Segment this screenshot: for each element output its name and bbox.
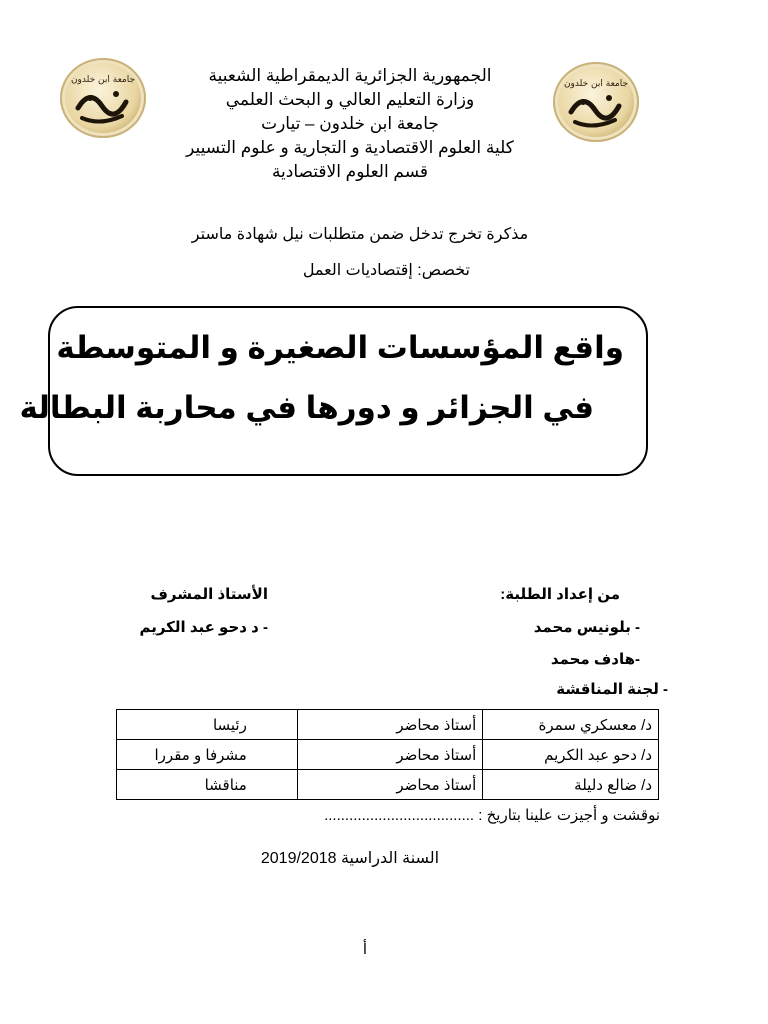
- table-row: [117, 770, 659, 800]
- member-name: د/ دحو عبد الكريم: [483, 740, 659, 770]
- supervisor-name: - د دحو عبد الكريم: [139, 619, 268, 636]
- logo-text-top: جامعة ابن خلدون: [563, 79, 629, 89]
- ministry-name: وزارة التعليم العالي و البحث العلمي: [225, 90, 475, 109]
- university-emblem-icon: [60, 58, 146, 138]
- member-name: د/ معسكري سمرة: [483, 710, 659, 740]
- member-role: مناقشا: [117, 770, 298, 800]
- thesis-title-line-2: في الجزائر و دورها في محاربة البطالة: [19, 390, 594, 425]
- supervisor-label: الأستاذ المشرف: [150, 586, 268, 603]
- member-rank: أستاذ محاضر: [297, 710, 482, 740]
- department-name: قسم العلوم الاقتصادية: [271, 162, 429, 181]
- member-rank: أستاذ محاضر: [297, 740, 482, 770]
- thesis-title-line-1: واقع المؤسسات الصغيرة و المتوسطة: [56, 330, 624, 365]
- specialization: تخصص: إقتصاديات العمل: [302, 262, 470, 279]
- discussion-date: نوقشت و أجيزت علينا بتاريخ : ....................................: [324, 807, 660, 824]
- member-role: مشرفا و مقررا: [117, 740, 298, 770]
- university-emblem-icon: [553, 62, 639, 142]
- university-name: جامعة ابن خلدون – تيارت: [261, 114, 439, 133]
- university-logo-left: [60, 58, 146, 138]
- student-name: -هادف محمد: [550, 651, 640, 668]
- committee-table: [116, 709, 659, 800]
- academic-year: السنة الدراسية 2019/2018: [260, 850, 440, 867]
- member-rank: أستاذ محاضر: [297, 770, 482, 800]
- country-name: الجمهورية الجزائرية الديمقراطية الشعبية: [208, 66, 492, 85]
- table-row: [117, 710, 659, 740]
- logo-text-top: جامعة ابن خلدون: [70, 75, 136, 85]
- institution-header: [150, 64, 550, 184]
- member-name: د/ ضالع دليلة: [483, 770, 659, 800]
- student-name: - بلونيس محمد: [533, 619, 640, 636]
- students-label: من إعداد الطلبة:: [500, 586, 620, 603]
- faculty-name: كلية العلوم الاقتصادية و التجارية و علوم التسيير: [186, 138, 514, 157]
- memo-description: مذكرة تخرج تدخل ضمن متطلبات نيل شهادة ماستر: [191, 226, 529, 243]
- member-role: رئيسا: [117, 710, 298, 740]
- committee-label: - لجنة المناقشة: [556, 681, 668, 698]
- page-number: أ: [362, 941, 368, 958]
- table-row: [117, 740, 659, 770]
- university-logo-right: [553, 62, 639, 142]
